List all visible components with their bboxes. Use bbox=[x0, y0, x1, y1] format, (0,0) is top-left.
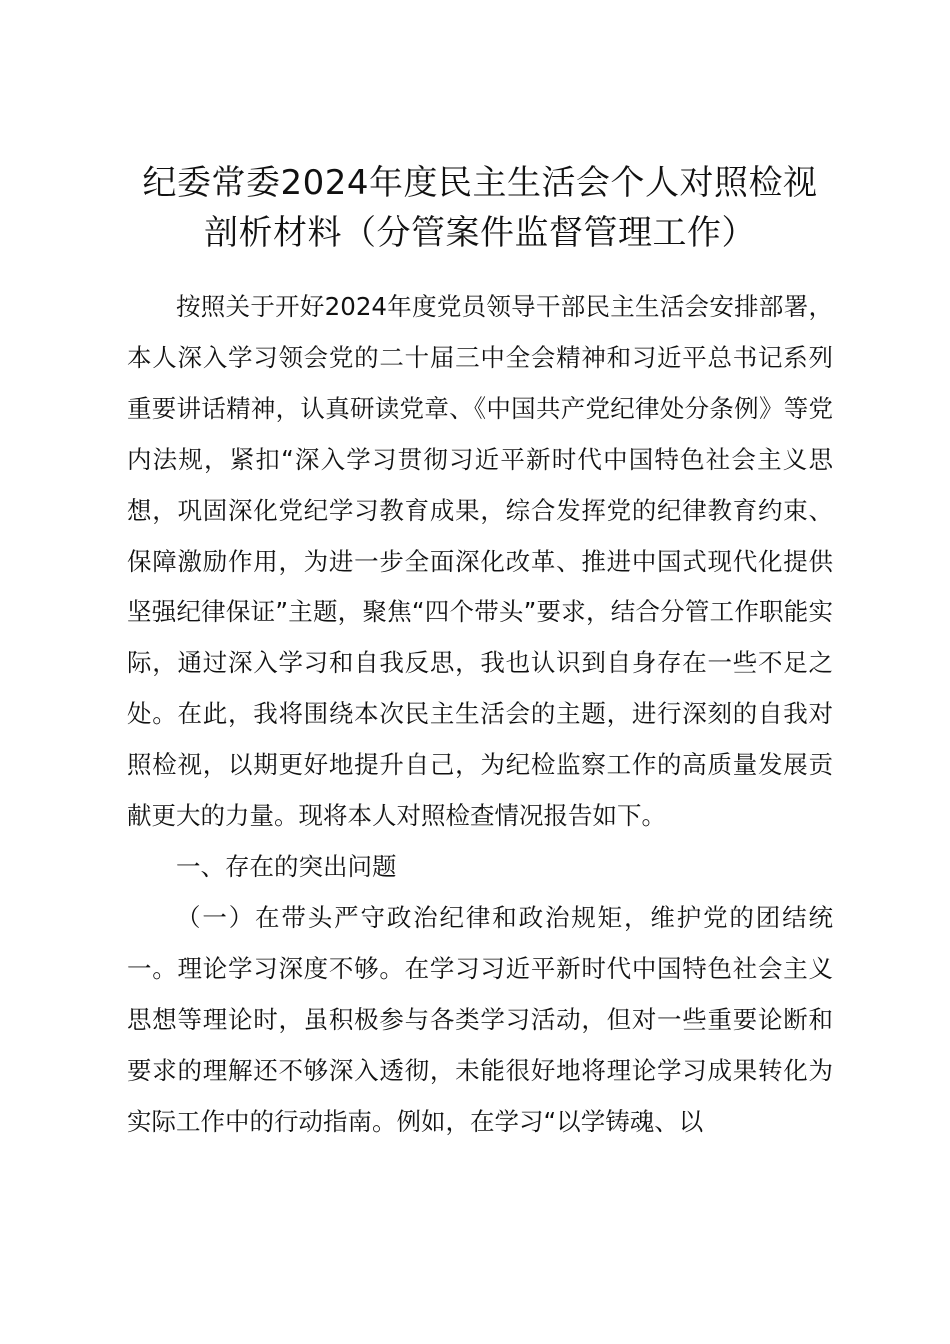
section-heading: 一、存在的突出问题 bbox=[176, 851, 397, 881]
document-title bbox=[120, 158, 840, 258]
title-line-2: 剖析材料（分管案件监督管理工作） bbox=[204, 213, 756, 253]
title-line-1: 纪委常委2024年度民主生活会个人对照检视 bbox=[142, 163, 818, 203]
intro-paragraph: 按照关于开好2024年度党员领导干部民主生活会安排部署，本人深入学习领会党的二十届三中全会精神和习近平总书记系列重要讲话精神，认真研读党章、《中国共产党纪律处分条例》等党内法规，紧扣“深入学习贯彻习近平新时代中国特色社会主义思想，巩固深化党纪学习教育成果，综合发挥党的纪律教育约束、保障激励作用，为进一步全面深化改革、推进中国式现代化提供坚强纪律保证”主题，聚焦“四个带头”要求，结合分管工作职能实际，通过深入学习和自我反思，我也认识到自身存在一些不足之处。在此，我将围绕本次民主生活会的主题，进行深刻的自我对照检视，以期更好地提升自己，为纪检监察工作的高质量发展贡献更大的力量。现将本人对照检查情况报告如下。 bbox=[127, 292, 833, 831]
document-body bbox=[127, 282, 833, 1147]
subsection-paragraph: （一）在带头严守政治纪律和政治规矩，维护党的团结统一。理论学习深度不够。在学习习近平新时代中国特色社会主义思想等理论时，虽积极参与各类学习活动，但对一些重要论断和要求的理解还不够深入透彻，未能很好地将理论学习成果转化为实际工作中的行动指南。例如，在学习“以学铸魂、以 bbox=[127, 902, 833, 1136]
